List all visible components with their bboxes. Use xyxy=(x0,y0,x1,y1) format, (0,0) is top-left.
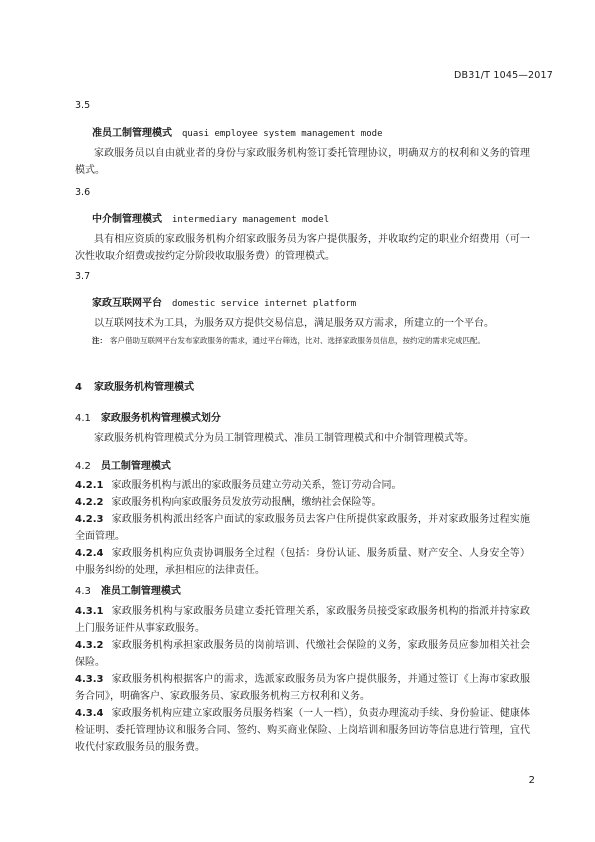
section-heading-4-3 xyxy=(75,582,181,597)
clause-4-2-1 xyxy=(75,477,530,494)
term-en: domestic service internet platform xyxy=(172,299,357,309)
term-en: intermediary management model xyxy=(172,215,330,225)
clause-number-3-7: 3.7 xyxy=(75,271,91,282)
clause-text: 家政服务机构向家政服务员发放劳动报酬，缴纳社会保险等。 xyxy=(111,497,382,508)
clause-number: 4.2.1 xyxy=(75,480,104,491)
clause-number-3-5: 3.5 xyxy=(75,100,91,111)
section-heading-4 xyxy=(75,378,194,393)
clause-text: 家政服务机构与家政服务员建立委托管理关系，家政服务员接受家政服务机构的指派并持家政上门服务证件从事家政服务。 xyxy=(75,606,530,634)
definition-3-7: 以互联网技术为工具，为服务双方提供交易信息，满足服务双方需求，所建立的一个平台。 xyxy=(94,318,494,329)
clause-number-3-6: 3.6 xyxy=(75,187,91,198)
definition-3-5: 家政服务员以自由就业者的身份与家政服务机构签订委托管理协议，明确双方的权利和义务的管理模式。 xyxy=(75,148,530,176)
clause-number: 4.3.4 xyxy=(75,708,104,719)
term-3-6 xyxy=(92,210,329,225)
section-number: 4 xyxy=(75,382,82,393)
clause-text: 家政服务机构派出经客户面试的家政服务员去客户住所提供家政服务，并对家政服务过程实施全面管理。 xyxy=(75,514,530,542)
clause-number: 4.3.3 xyxy=(75,674,104,685)
clause-4-3-4 xyxy=(75,705,530,756)
clause-text: 家政服务机构与派出的家政服务员建立劳动关系，签订劳动合同。 xyxy=(111,480,402,491)
clause-text: 家政服务机构根据客户的需求，选派家政服务员为客户提供服务，并通过签订《上海市家政服务合同》，明确客户、家政服务员、家政服务机构三方权利和义务。 xyxy=(75,674,530,702)
section-number: 4.2 xyxy=(75,461,91,472)
term-3-7 xyxy=(92,294,356,309)
clause-text: 家政服务机构应负责协调服务全过程（包括：身份认证、服务质量、财产安全、人身安全等）中服务纠纷的处理，承担相应的法律责任。 xyxy=(75,548,530,576)
note-3-7 xyxy=(92,335,522,346)
term-zh: 中介制管理模式 xyxy=(92,214,162,225)
term-zh: 准员工制管理模式 xyxy=(92,128,172,139)
clause-number: 4.2.3 xyxy=(75,514,104,525)
clause-4-3-3 xyxy=(75,671,530,705)
section-number: 4.3 xyxy=(75,586,91,597)
section-heading-4-2 xyxy=(75,457,171,472)
clause-4-3-2 xyxy=(75,637,530,671)
clause-4-2-2 xyxy=(75,494,530,511)
clause-4-2-3 xyxy=(75,511,530,545)
document-code: DB31/T 1045—2017 xyxy=(454,70,553,81)
term-en: quasi employee system management mode xyxy=(182,129,383,139)
term-zh: 家政互联网平台 xyxy=(92,298,162,309)
clause-text: 家政服务机构应建立家政服务员服务档案（一人一档），负责办理流动手续、身份验证、健康体检证明、委托管理协议和服务合同、签约、购买商业保险、上岗培训和服务回访等信息进行管理，宜代收代付家政服务员的服务费。 xyxy=(75,708,530,753)
clause-number: 4.2.2 xyxy=(75,497,104,508)
term-3-5 xyxy=(92,124,382,139)
section-body-4-1: 家政服务机构管理模式分为员工制管理模式、准员工制管理模式和中介制管理模式等。 xyxy=(94,433,474,444)
clause-4-3-1 xyxy=(75,603,530,637)
clause-4-2-4 xyxy=(75,545,530,579)
clause-text: 家政服务机构承担家政服务员的岗前培训、代缴社会保险的义务，家政服务员应参加相关社会保险。 xyxy=(75,640,530,668)
definition-3-6: 具有相应资质的家政服务机构介绍家政服务员为客户提供服务，并收取约定的职业介绍费用（可一次性收取介绍费或按约定分阶段收取服务费）的管理模式。 xyxy=(75,234,530,262)
section-heading-4-1 xyxy=(75,409,221,424)
clause-number: 4.3.2 xyxy=(75,640,104,651)
note-label: 注： xyxy=(92,336,107,345)
section-title: 准员工制管理模式 xyxy=(100,586,181,597)
section-title: 家政服务机构管理模式 xyxy=(93,382,194,393)
page-number: 2 xyxy=(528,775,535,786)
section-number: 4.1 xyxy=(75,413,91,424)
section-title: 家政服务机构管理模式划分 xyxy=(100,413,221,424)
clause-number: 4.2.4 xyxy=(75,548,104,559)
clause-number: 4.3.1 xyxy=(75,606,104,617)
note-text: 客户借助互联网平台发布家政服务的需求，通过平台筛选，比对、选择家政服务员信息，按约定的需求完成匹配。 xyxy=(110,336,485,345)
section-title: 员工制管理模式 xyxy=(100,461,171,472)
